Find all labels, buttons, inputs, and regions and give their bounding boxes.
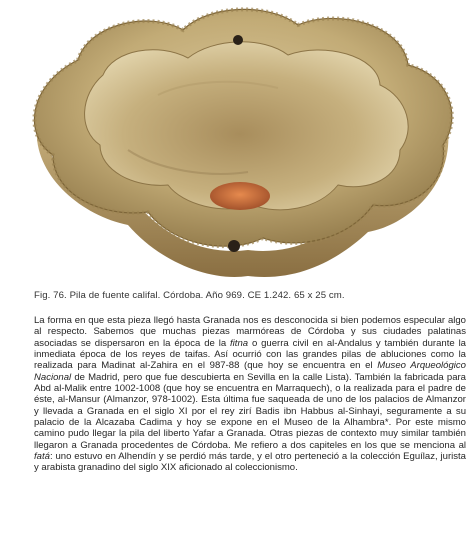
article-paragraph (34, 315, 466, 474)
italic-museum-name: Museo Arqueológico Nacional (34, 360, 466, 383)
basin-drain (210, 182, 270, 210)
text-run: : uno estuvo en Alhendín y se perdió más tarde, y el otro perteneció a la colección Eguílaz, jurista y arabista granadino del siglo XIX aficionado al coleccionismo. (34, 451, 466, 474)
figure-caption (34, 290, 454, 301)
fountain-basin-illustration (8, 0, 464, 282)
basin-hole-top (233, 35, 243, 45)
text-run: La forma en que esta pieza llegó hasta Granada nos es desconocida si bien podemos especular algo al respecto. Sabemos que muchas piezas marmóreas de Córdoba y sus ciudades palatinas asociadas se dispersaron en la época de la (34, 315, 466, 349)
italic-term-fitna: fitna (230, 337, 249, 349)
basin-hole-front (228, 240, 240, 252)
figure-caption-text: Pila de fuente califal. Córdoba. Año 969. CE 1.242. 65 x 25 cm. (69, 290, 345, 301)
article-body (34, 315, 466, 474)
text-run: o guerra civil en al-Andalus y también durante la inmediata época de los reyes de taifas. Así ocurrió con las grandes pilas de abluciones como la realizada para Madinat al-Zahira en el 987-88 (que hoy se encuentra en el (34, 337, 466, 372)
figure-label: Fig. 76. (34, 290, 67, 301)
italic-term-fata: fatá (34, 451, 50, 463)
text-run: de Madrid, pero que fue descubierta en Sevilla en la calle Lista). También la fabricada para Abd al-Malik entre 1002-1008 (que hoy se encuentra en Marraquech), o la realizada para el padre de éste, al-Mansur (Almanzor, 978-1002). Esta última fue saqueada de uno de los palacios de Almanzor y llevada a Granada en el siglo XI por el rey zirí Badis ibn Habbus al-Sinhayi, seguramente a su palacio de la Alcazaba Cadima y hoy se expone en el Museo de la Alhambra*. Por este mismo camino pudo llegar la pila del liberto Yafar a Granada. Otras piezas de contexto muy similar también llegaron a Granada procedentes de Córdoba. Me refiero a dos capiteles en los que se menciona al (34, 371, 466, 451)
fountain-basin-photo (8, 0, 464, 282)
